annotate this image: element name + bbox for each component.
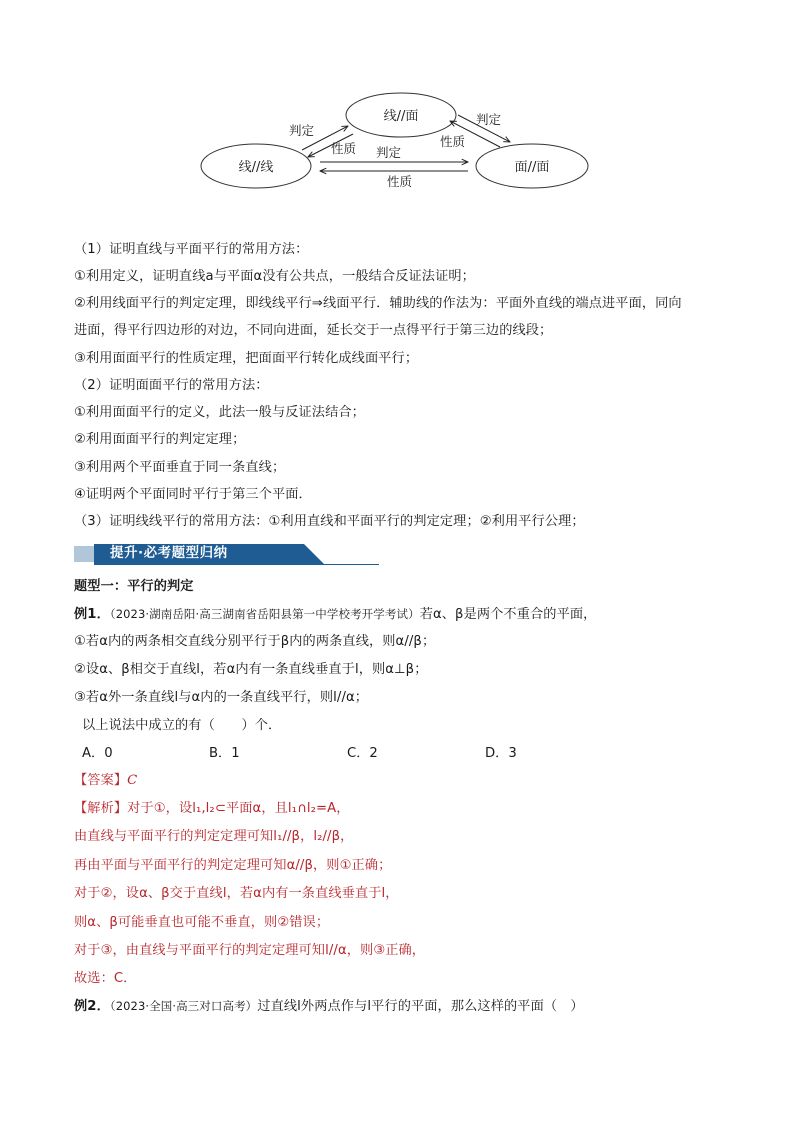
example1-answer [74,772,137,790]
summary-s1-title: （1）证明直线与平面平行的常用方法： [74,242,309,257]
answer-value: C [127,773,138,788]
example2-source: （2023·全国·高三对口高考） [109,999,258,1013]
summary-s1-item2b: 进面，得平行四边形的对边，不同向进面，延长交于一点得平行于第三边的线段； [74,323,553,338]
example1-analysis-line4: 对于②，设α、β交于直线l，若α内有一条直线垂直于l， [74,886,399,901]
analysis-label: 【解析】 [74,801,128,816]
summary-s1-item3: ③利用面面平行的性质定理，把面面平行转化成线面平行； [74,351,419,366]
example1-analysis-line5: 则α、β可能垂直也可能不垂直，则②错误； [74,915,330,930]
label-property-right: 性质 [440,134,466,149]
node-line-plane-label: 线//面 [383,109,419,124]
label-property-left: 性质 [331,141,357,156]
label-property-bottom: 性质 [387,174,413,189]
example1-analysis-line7: 故选：C． [74,971,137,986]
label-judge-left: 判定 [289,123,315,138]
summary-s2-item2: ②利用面面平行的判定定理； [74,432,246,447]
example1-option-d: D．3 [485,746,517,761]
summary-s3-title: （3）证明线线平行的常用方法：①利用直线和平面平行的判定定理；②利用平行公理； [74,514,585,529]
summary-s2-item3: ③利用两个平面垂直于同一条直线； [74,460,286,475]
node-line-line-label: 线//线 [238,160,274,175]
example1-analysis-line1 [74,800,350,818]
example1-statement2: ②设α、β相交于直线l，若α内有一条直线垂直于l，则α⊥β； [74,662,428,677]
example2-label: 例2． [74,999,110,1014]
node-plane-plane-label: 面//面 [514,160,550,175]
example1-statement3: ③若α外一条直线l与α内的一条直线平行，则l//α； [74,690,369,705]
analysis-text-1: 对于①，设l₁,l₂⊂平面α，且l₁∩l₂=A， [127,801,350,816]
example1-label: 例1． [74,607,110,622]
example1-stem: 若α、β是两个不重合的平面， [419,607,597,622]
example1-option-a: A．0 [82,746,113,761]
example1-header [74,605,596,624]
summary-s1-item1: ①利用定义，证明直线a与平面α没有公共点，一般结合反证法证明； [74,269,475,284]
example1-statement1: ①若α内的两条相交直线分别平行于β内的两条直线，则α//β； [74,634,436,649]
example1-analysis-line2: 由直线与平面平行的判定定理可知l₁//β，l₂//β， [74,829,354,844]
label-judge-bottom: 判定 [376,145,402,160]
example2-stem: 过直线l外两点作与l平行的平面，那么这样的平面（ ） [257,999,584,1014]
summary-s2-item4: ④证明两个平面同时平行于第三个平面． [74,487,312,502]
banner-text: 提升·必考题型归纳 [110,545,228,561]
example1-question: 以上说法中成立的有（ ）个． [82,718,282,733]
example1-option-c: C．2 [347,746,378,761]
summary-s2-item1: ①利用面面平行的定义，此法一般与反证法结合； [74,405,365,420]
answer-label: 【答案】 [74,773,128,788]
example1-option-b: B．1 [209,746,240,761]
summary-s1-item2a: ②利用线面平行的判定定理，即线线平行⇒线面平行．辅助线的作法为：平面外直线的端点进平面，同向 [74,296,682,311]
section-title: 题型一：平行的判定 [74,579,194,594]
label-judge-right: 判定 [476,112,502,127]
parallel-relations-diagram [200,88,600,198]
example1-analysis-line3: 再由平面与平面平行的判定定理可知α//β，则①正确； [74,858,392,873]
example2-header [74,997,584,1016]
summary-s2-title: （2）证明面面平行的常用方法： [74,378,269,393]
example1-source: （2023·湖南岳阳·高三湖南省岳阳县第一中学校考开学考试） [109,607,420,621]
example1-analysis-line6: 对于③，由直线与平面平行的判定定理可知l//α，则③正确， [74,943,426,958]
